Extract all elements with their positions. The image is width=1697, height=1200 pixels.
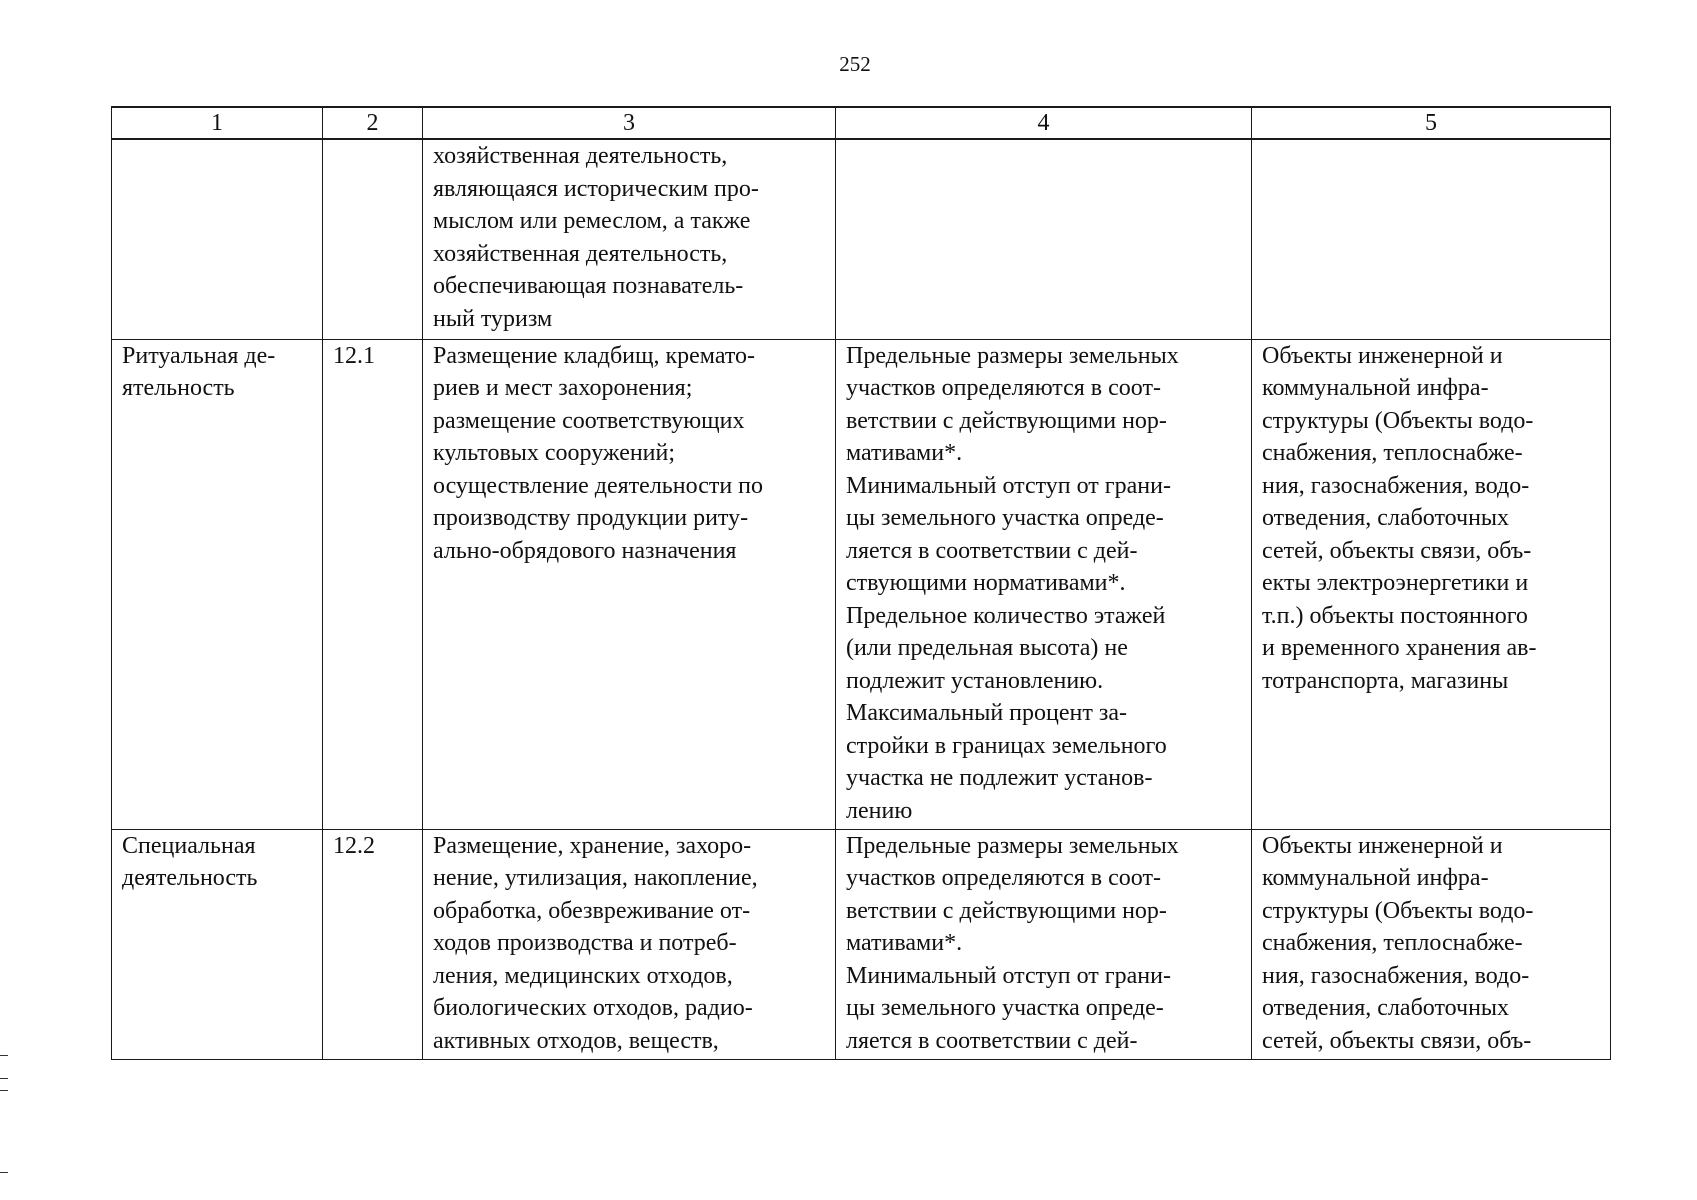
cell-text-line: мыслом или ремеслом, а также (433, 208, 751, 234)
column-number-4: 4 (836, 107, 1252, 139)
use-code-cell (323, 139, 423, 339)
cell-text-line: ветствии с действующими нор- (846, 407, 1167, 434)
auxiliary-uses-cell (1252, 829, 1611, 1059)
cell-text-line: ления, медицинских отходов, (433, 962, 733, 989)
cell-text-line: подлежит установлению. (846, 667, 1104, 694)
cell-text-line: т.п.) объекты постоянного (1262, 602, 1528, 629)
cell-text-line: участков определяются в соот- (846, 375, 1161, 401)
use-description-cell (423, 829, 836, 1059)
cell-text-line: 12.1 (333, 342, 375, 369)
cell-text-line: Минимальный отступ от грани- (846, 962, 1171, 989)
cell-text-line: нение, утилизация, накопление, (433, 865, 758, 891)
cell-text-line: коммунальной инфра- (1262, 865, 1489, 891)
cell-text-line: хозяйственная деятельность, (433, 143, 728, 169)
cell-text-line: лению (846, 797, 913, 824)
cell-text-line: обеспечивающая познаватель- (433, 273, 744, 299)
cell-text-line: коммунальной инфра- (1262, 375, 1489, 401)
cell-text-line: отведения, слаботочных (1262, 995, 1510, 1021)
cell-text-line: Ритуальная де- (122, 342, 276, 369)
cell-text-line: Размещение, хранение, захоро- (433, 832, 752, 859)
cell-text-line: активных отходов, веществ, (433, 1027, 719, 1054)
column-number-1: 1 (112, 107, 323, 139)
cell-text-line: осуществление деятельности по (433, 472, 764, 499)
cell-text-line: производству продукции риту- (433, 505, 749, 531)
scan-edge-mark (0, 1078, 8, 1079)
cell-text-line: культовых сооружений; (433, 440, 676, 466)
cell-text-line: структуры (Объекты водо- (1262, 897, 1534, 924)
cell-text-line: структуры (Объекты водо- (1262, 407, 1534, 434)
column-number-3: 3 (423, 107, 836, 139)
cell-text-line: сетей, объекты связи, объ- (1262, 537, 1532, 564)
table-body (112, 107, 1611, 1059)
scan-edge-mark (0, 1172, 8, 1173)
cell-text-line: биологических отходов, радио- (433, 995, 753, 1021)
cell-text-line: (или предельная высота) не (846, 635, 1128, 661)
cell-text-line: Предельное количество этажей (846, 602, 1166, 629)
cell-text-line: риев и мест захоронения; (433, 375, 693, 401)
scan-edge-mark (0, 1090, 8, 1091)
cell-text-line: ально-обрядового назначения (433, 537, 737, 564)
cell-text-line: ния, газоснабжения, водо- (1262, 472, 1530, 499)
parameters-cell (836, 139, 1252, 339)
auxiliary-uses-cell (1252, 139, 1611, 339)
table-row (112, 139, 1611, 339)
cell-text-line: являющаяся историческим про- (433, 175, 759, 202)
cell-text-line: Объекты инженерной и (1262, 342, 1503, 369)
cell-text-line: Размещение кладбищ, кремато- (433, 342, 756, 369)
scan-edge-mark (0, 1055, 8, 1056)
cell-text-line: ветствии с действующими нор- (846, 897, 1167, 924)
cell-text-line: отведения, слаботочных (1262, 505, 1510, 531)
cell-text-line: хозяйственная деятельность, (433, 240, 728, 267)
column-number-5: 5 (1252, 107, 1611, 139)
cell-text-line: участка не подлежит установ- (846, 765, 1153, 791)
cell-text-line: Максимальный процент за- (846, 700, 1127, 726)
use-description-cell (423, 339, 836, 829)
use-type-cell (112, 339, 323, 829)
page-number: 252 (839, 52, 871, 76)
use-description-cell (423, 139, 836, 339)
cell-text-line: мативами*. (846, 440, 963, 466)
use-type-cell (112, 829, 323, 1059)
use-code-cell (323, 829, 423, 1059)
cell-text-line: обработка, обезвреживание от- (433, 897, 751, 924)
table-row (112, 829, 1611, 1059)
cell-text-line: снабжения, теплоснабже- (1262, 930, 1523, 956)
cell-text-line: ствующими нормативами*. (846, 570, 1126, 596)
cell-text-line: ный туризм (433, 305, 553, 332)
cell-text-line: размещение соответствующих (433, 407, 745, 434)
cell-text-line: Минимальный отступ от грани- (846, 472, 1171, 499)
cell-text-line: сетей, объекты связи, объ- (1262, 1027, 1532, 1054)
cell-text-line: 12.2 (333, 832, 375, 859)
cell-text-line: ляется в соответствии с дей- (846, 537, 1138, 564)
cell-text-line: снабжения, теплоснабже- (1262, 440, 1523, 466)
cell-text-line: тотранспорта, магазины (1262, 667, 1509, 694)
cell-text-line: ляется в соответствии с дей- (846, 1027, 1138, 1054)
cell-text-line: Предельные размеры земельных (846, 342, 1179, 369)
cell-text-line: ния, газоснабжения, водо- (1262, 962, 1530, 989)
use-code-cell (323, 339, 423, 829)
cell-text-line: екты электроэнергетики и (1262, 570, 1529, 596)
cell-text-line: мативами*. (846, 930, 963, 956)
cell-text-line: ходов производства и потреб- (433, 930, 737, 956)
column-number-row (112, 107, 1611, 139)
cell-text-line: Специальная (122, 832, 256, 859)
cell-text-line: и временного хранения ав- (1262, 635, 1537, 661)
cell-text-line: цы земельного участка опреде- (846, 995, 1164, 1021)
table-row (112, 339, 1611, 829)
cell-text-line: Объекты инженерной и (1262, 832, 1503, 859)
cell-text-line: цы земельного участка опреде- (846, 505, 1164, 531)
regulations-table (111, 106, 1611, 1060)
cell-text-line: Предельные размеры земельных (846, 832, 1179, 859)
column-number-2: 2 (323, 107, 423, 139)
cell-text-line: деятельность (122, 865, 258, 891)
auxiliary-uses-cell (1252, 339, 1611, 829)
cell-text-line: участков определяются в соот- (846, 865, 1161, 891)
cell-text-line: стройки в границах земельного (846, 732, 1167, 759)
parameters-cell (836, 829, 1252, 1059)
cell-text-line: ятельность (122, 375, 235, 401)
use-type-cell (112, 139, 323, 339)
parameters-cell (836, 339, 1252, 829)
